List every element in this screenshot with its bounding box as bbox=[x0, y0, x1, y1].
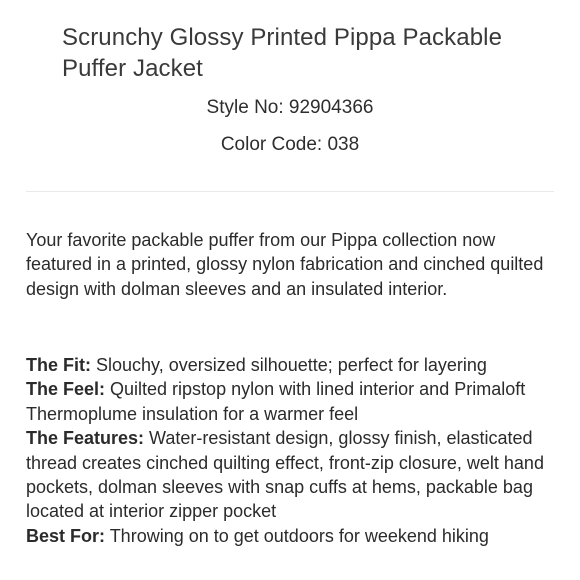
spec-fit bbox=[26, 353, 561, 377]
divider bbox=[26, 191, 554, 192]
spec-text: Slouchy, oversized silhouette; perfect for layering bbox=[91, 355, 487, 375]
spec-list bbox=[26, 353, 561, 548]
spec-feel bbox=[26, 377, 561, 426]
product-description: Your favorite packable puffer from our Pippa collection now featured in a printed, glossy nylon fabrication and cinched quilted design with dolman sleeves and an insulated interior. bbox=[26, 230, 544, 299]
spec-text: Quilted ripstop nylon with lined interior and Primaloft Thermoplume insulation for a warmer feel bbox=[26, 379, 526, 424]
spec-best-for bbox=[26, 524, 561, 548]
style-number: Style No: 92904366 bbox=[206, 97, 374, 118]
spec-features bbox=[26, 426, 561, 524]
spec-label: The Feel: bbox=[26, 379, 106, 400]
color-code: Color Code: 038 bbox=[220, 134, 360, 155]
product-title: Scrunchy Glossy Printed Pippa Packable Puffer Jacket bbox=[62, 24, 503, 82]
spec-text: Water-resistant design, glossy finish, elasticated thread creates cinched quilting effect, front-zip closure, welt hand pockets, dolman sleeves with snap cuffs at hems, packable bag located at interior zipper pocket bbox=[26, 428, 544, 522]
spec-label: Best For: bbox=[26, 525, 106, 546]
spec-label: The Fit: bbox=[26, 355, 91, 375]
spec-text: Throwing on to get outdoors for weekend hiking bbox=[105, 525, 489, 546]
spec-label: The Features: bbox=[26, 428, 145, 449]
